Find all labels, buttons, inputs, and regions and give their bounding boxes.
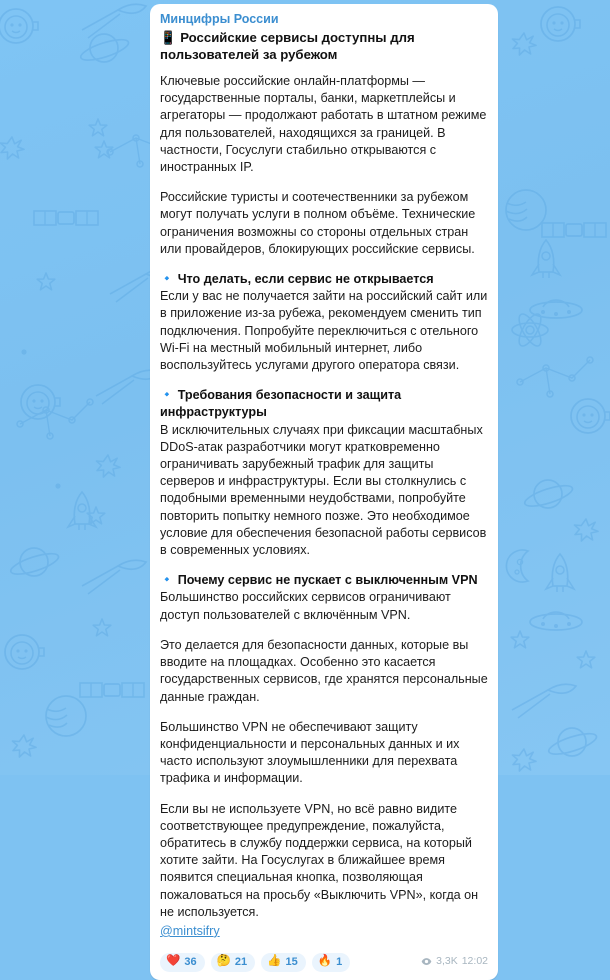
message-time: 12:02 bbox=[461, 955, 488, 968]
section-heading-vpn bbox=[160, 572, 488, 589]
section-body-security: В исключительных случаях при фиксации масштабных DDoS-атак разработчики могут кратковременно ограничивать зарубежный трафик для защиты серверов и инфраструктуры. Если вы столкнулись с подобными временными неудобствами, попробуйте повторить попытку немного позже. Это необходимое условие для обеспечения безопасной работы сервисов в современных условиях. bbox=[160, 422, 487, 558]
reaction-count: 21 bbox=[234, 955, 248, 968]
blue-diamond-icon: 🔹 bbox=[160, 273, 174, 286]
paragraph-vpn-risks: Большинство VPN не обеспечивают защиту конфиденциальности и персональных данных и их часто используют злоумышленники для перехвата трафика и информации. bbox=[160, 719, 460, 786]
section-heading-text: Почему сервис не пускает с выключенным VPN bbox=[177, 573, 478, 588]
blue-diamond-icon: 🔹 bbox=[160, 389, 174, 402]
reaction-count: 15 bbox=[285, 955, 298, 968]
reaction-fire[interactable] bbox=[312, 953, 350, 972]
blue-diamond-icon: 🔹 bbox=[160, 574, 174, 587]
section-body-vpn: Большинство российских сервисов ограничивают доступ пользователей с включённым VPN. bbox=[160, 590, 451, 622]
thumbs-up-icon: 👍 bbox=[267, 955, 282, 968]
channel-name[interactable]: Минцифры России bbox=[160, 12, 279, 26]
reaction-heart[interactable] bbox=[160, 953, 205, 972]
section-heading-text: Что делать, если сервис не открывается bbox=[177, 272, 434, 287]
section-heading-text: Требования безопасности и защита инфраструктуры bbox=[160, 388, 402, 420]
section-heading-troubleshooting bbox=[160, 271, 488, 288]
reaction-thinking[interactable] bbox=[211, 953, 256, 972]
view-count: 3,3K bbox=[436, 955, 458, 968]
section-body-troubleshooting: Если у вас не получается зайти на российский сайт или в приложение из-за рубежа, рекомендуем сменить тип подключения. Попробуйте переключиться с отельного Wi-Fi на местный мобильный интернет, либо воспользуйтесь услугами другого оператора связи. bbox=[160, 289, 488, 373]
message-bubble[interactable] bbox=[150, 4, 498, 980]
post-title bbox=[160, 29, 488, 63]
section-heading-security bbox=[160, 387, 488, 421]
paragraph-support: Если вы не используете VPN, но всё равно видите соответствующее предупреждение, пожалуйста, обратитесь в службу поддержки сервиса, на который хотите зайти. На Госуслугах в ближайшее время появится специальная кнопка, позволяющая пожаловаться на просьбу «Выключить VPN», когда он не используется. bbox=[160, 801, 479, 919]
post-title-text: Российские сервисы доступны для пользователей за рубежом bbox=[160, 30, 415, 62]
message-footer bbox=[160, 950, 488, 974]
paragraph-data-security: Это делается для безопасности данных, которые вы вводите на площадках. Особенно это касается государственных сервисов, где хранятся персональные данные граждан. bbox=[160, 637, 488, 704]
channel-handle-link[interactable]: @mintsifry bbox=[160, 923, 220, 938]
paragraph-intro-2: Российские туристы и соотечественники за рубежом могут получать услуги в полном объёме. Технические ограничения возможны со стороны отдельных стран или провайдеров, блокирующих российские сервисы. bbox=[160, 190, 476, 256]
thinking-face-icon: 🤔 bbox=[216, 955, 231, 968]
reaction-count: 36 bbox=[184, 955, 197, 968]
heart-icon: ❤️ bbox=[166, 955, 181, 968]
reactions-bar bbox=[160, 953, 350, 972]
eye-icon bbox=[421, 956, 432, 967]
reaction-thumbs-up[interactable] bbox=[261, 953, 306, 972]
message-meta bbox=[421, 956, 488, 968]
paragraph-intro-1: Ключевые российские онлайн-платформы — государственные порталы, банки, маркетплейсы и агрегаторы — продолжают работать в штатном режиме для пользователей, находящихся за границей. В частности, Госуслуги стабильно открываются с иностранных IP. bbox=[160, 74, 487, 175]
fire-icon: 🔥 bbox=[317, 955, 333, 968]
reaction-count: 1 bbox=[336, 955, 343, 968]
mobile-phone-icon: 📱 bbox=[160, 30, 177, 45]
